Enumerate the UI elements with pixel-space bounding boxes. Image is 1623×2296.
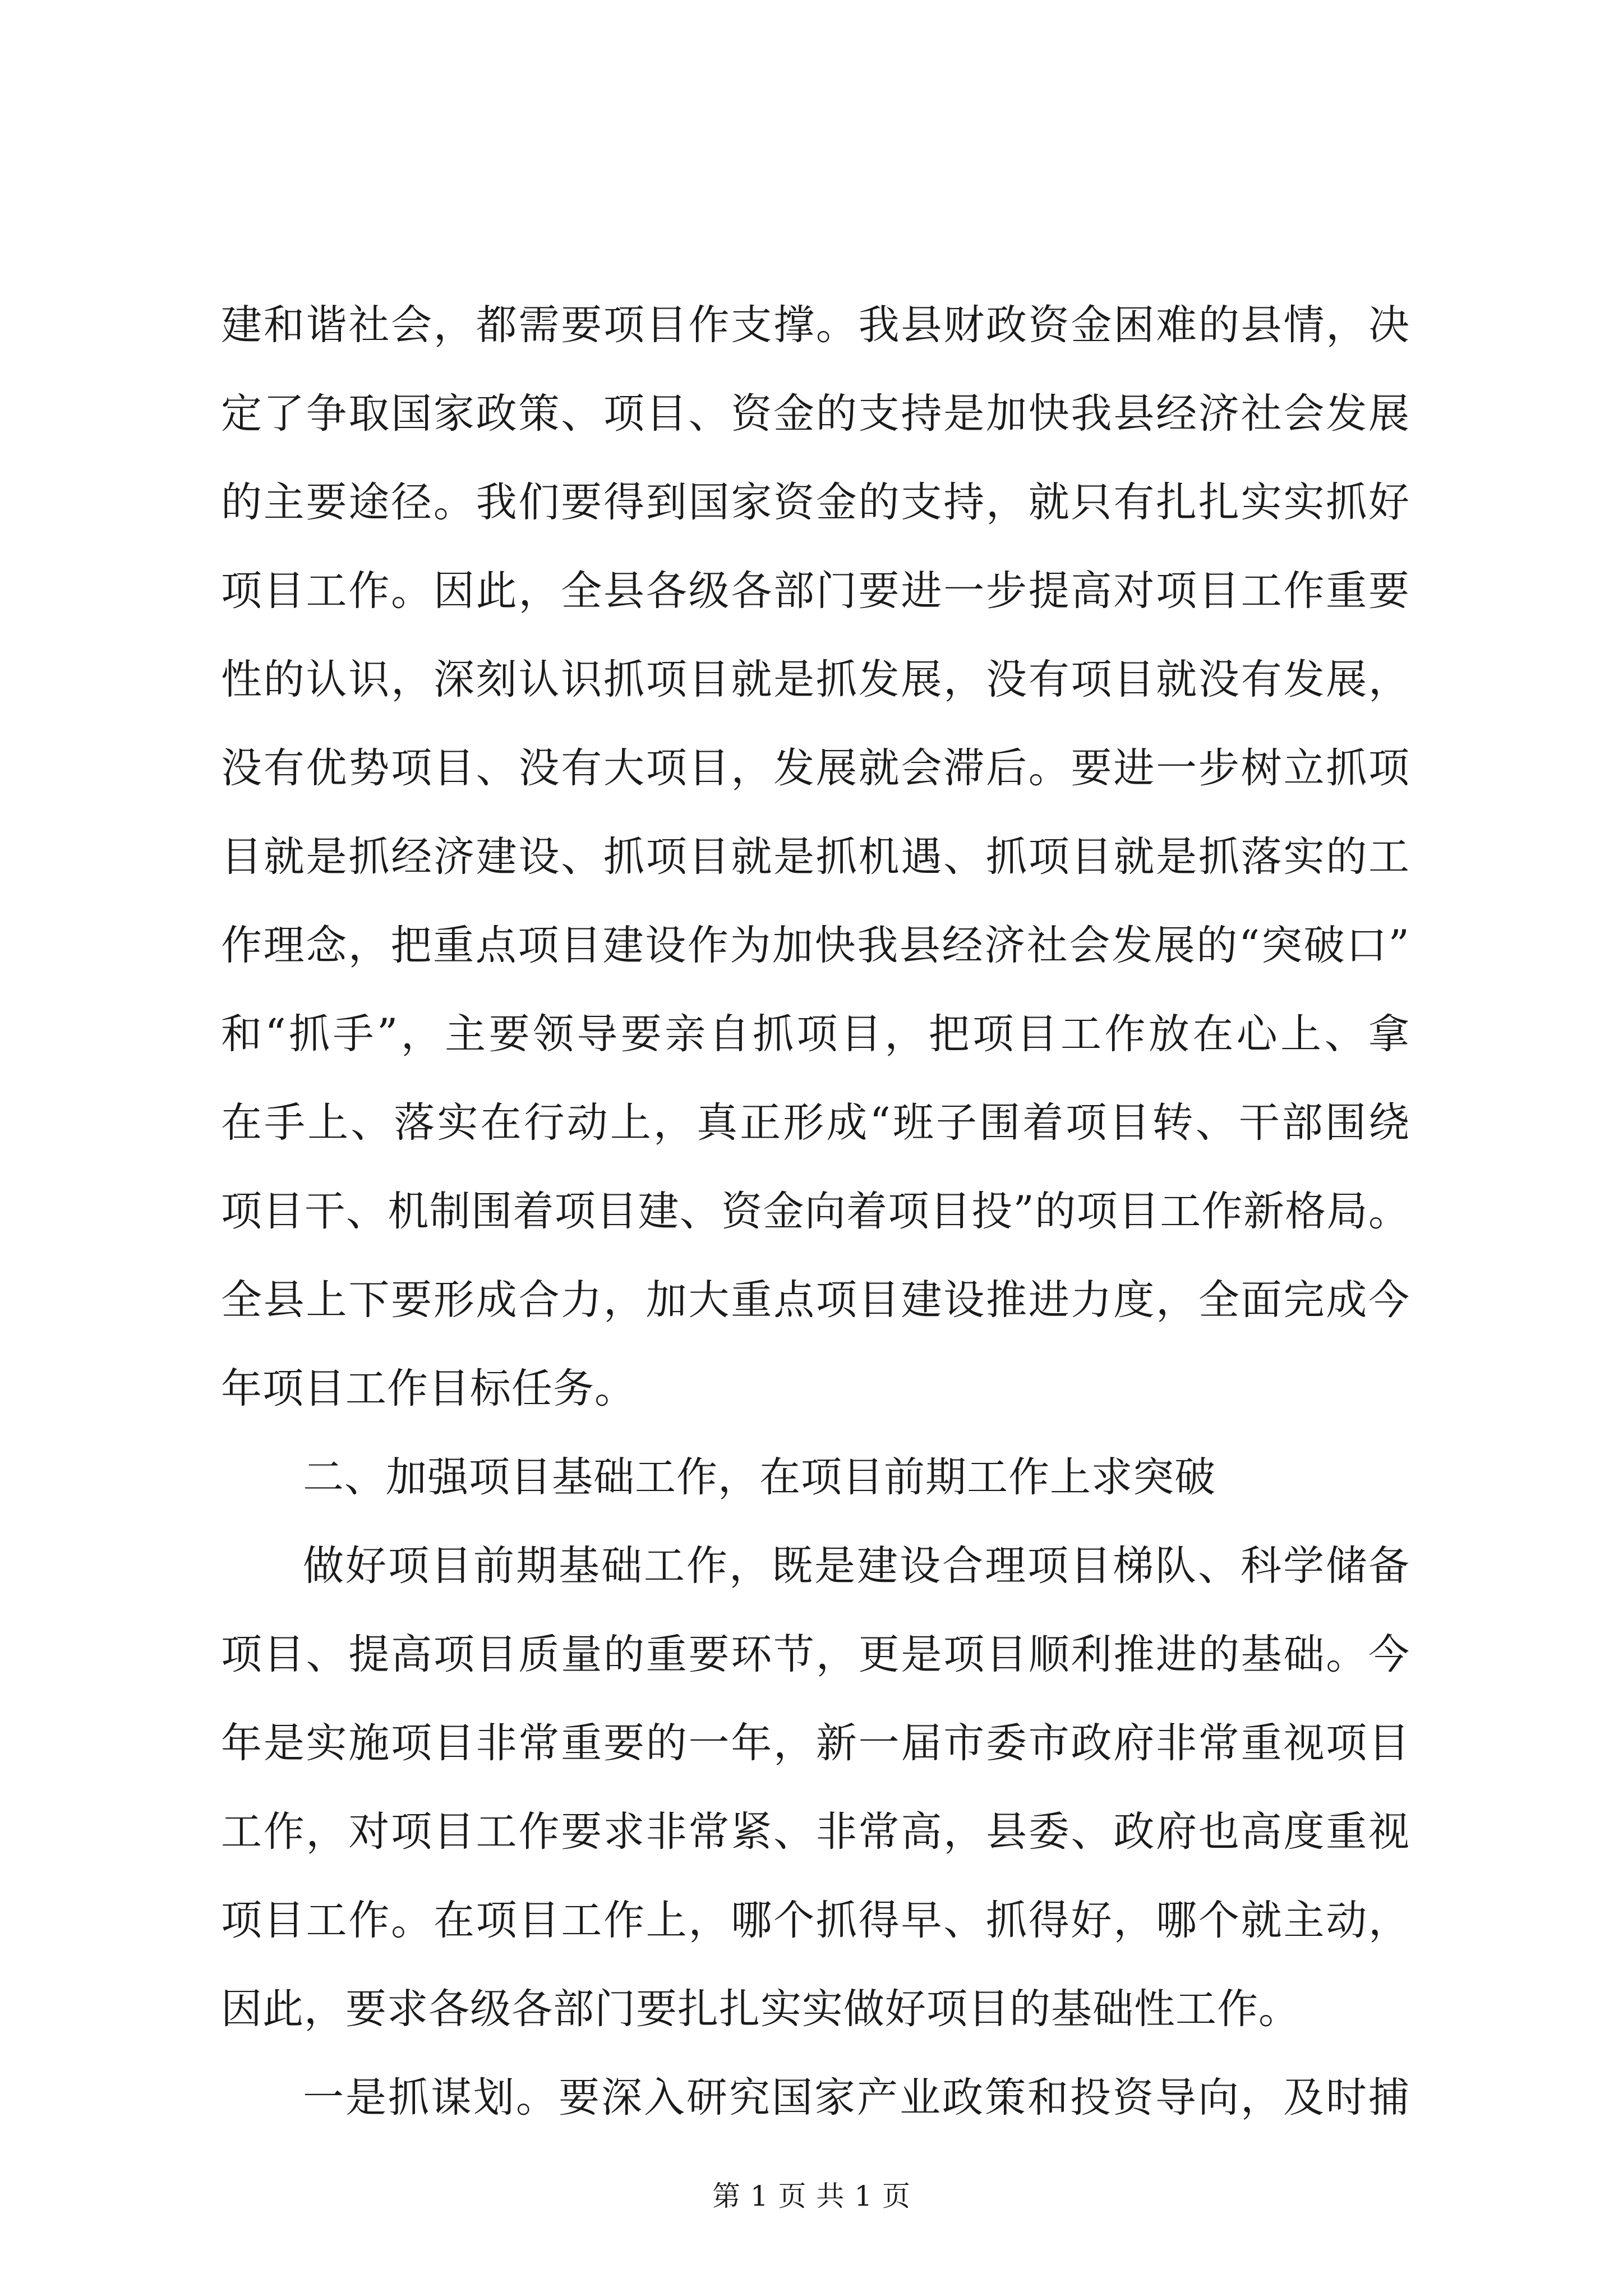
text-line: 性的认识，深刻认识抓项目就是抓发展，没有项目就没有发展， — [221, 656, 1410, 703]
text-line: 一是抓谋划。要深入研究国家产业政策和投资导向，及时捕 — [303, 2074, 1410, 2122]
text-line: 全县上下要形成合力，加大重点项目建设推进力度，全面完成今 — [221, 1276, 1410, 1324]
text-line: 工作，对项目工作要求非常紧、非常高，县委、政府也高度重视 — [221, 1808, 1410, 1856]
text-line: 项目干、机制围着项目建、资金向着项目投”的项目工作新格局。 — [221, 1188, 1410, 1235]
text-line: 年项目工作目标任务。 — [221, 1365, 636, 1412]
text-line: 和“抓手”，主要领导要亲自抓项目，把项目工作放在心上、拿 — [221, 1010, 1410, 1058]
text-line: 项目工作。在项目工作上，哪个抓得早、抓得好，哪个就主动， — [221, 1897, 1410, 1944]
page-footer: 第 1 页 共 1 页 — [712, 2180, 911, 2212]
text-line: 在手上、落实在行动上，真正形成“班子围着项目转、干部围绕 — [221, 1099, 1410, 1147]
text-line: 定了争取国家政策、项目、资金的支持是加快我县经济社会发展 — [221, 390, 1410, 438]
text-line: 做好项目前期基础工作，既是建设合理项目梯队、科学储备 — [303, 1542, 1410, 1590]
text-line: 没有优势项目、没有大项目，发展就会滞后。要进一步树立抓项 — [221, 744, 1410, 792]
text-line: 项目工作。因此，全县各级各部门要进一步提高对项目工作重要 — [221, 567, 1410, 615]
text-line: 建和谐社会，都需要项目作支撑。我县财政资金困难的县情，决 — [221, 301, 1410, 349]
text-line: 项目、提高项目质量的重要环节，更是项目顺利推进的基础。今 — [221, 1631, 1410, 1678]
section-heading: 二、加强项目基础工作，在项目前期工作上求突破 — [303, 1453, 1216, 1501]
text-line: 目就是抓经济建设、抓项目就是抓机遇、抓项目就是抓落实的工 — [221, 833, 1410, 881]
text-line: 作理念，把重点项目建设作为加快我县经济社会发展的“突破口” — [221, 922, 1410, 969]
text-line: 的主要途径。我们要得到国家资金的支持，就只有扎扎实实抓好 — [221, 478, 1410, 526]
text-line: 因此，要求各级各部门要扎扎实实做好项目的基础性工作。 — [221, 1985, 1300, 2033]
text-line: 年是实施项目非常重要的一年，新一届市委市政府非常重视项目 — [221, 1719, 1410, 1767]
